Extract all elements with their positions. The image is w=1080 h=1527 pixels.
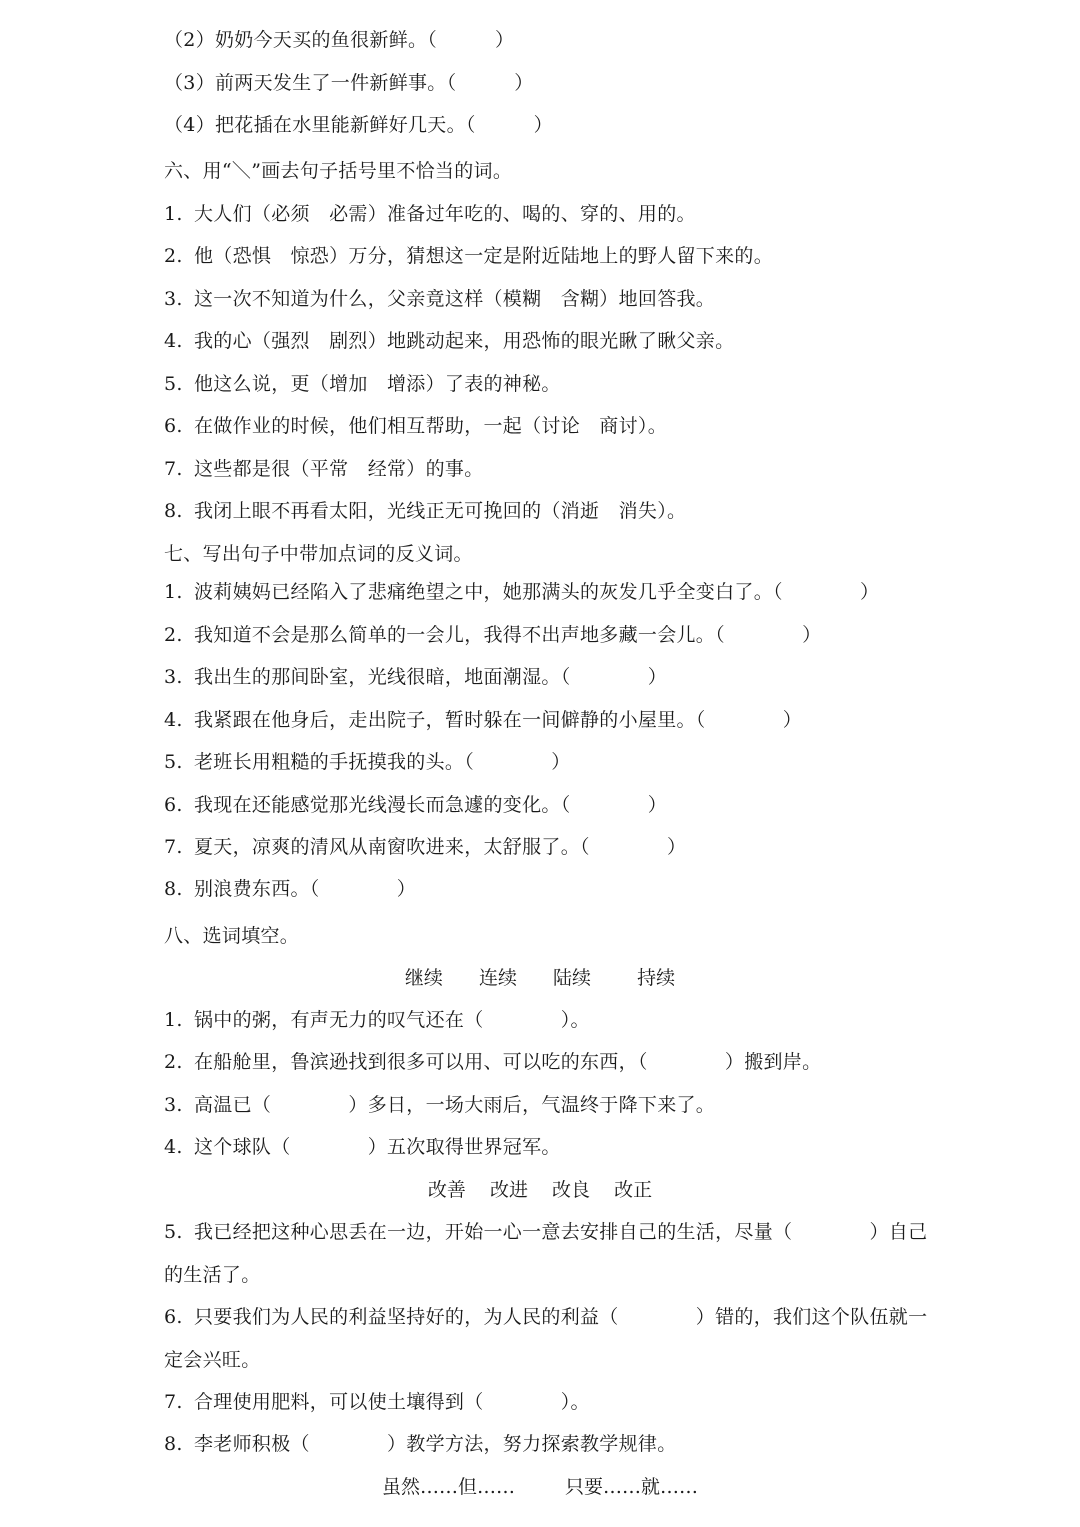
part7-item-7 <box>164 835 686 859</box>
section-heading-8: 八、选词填空。 <box>164 925 300 947</box>
item-text: 奶奶今天买的鱼很新鲜。（ ） <box>215 29 515 51</box>
item-number: 3. <box>164 288 183 310</box>
item-number: 8. <box>164 500 183 522</box>
item-text: 大人们（必须 必需）准备过年吃的、喝的、穿的、用的。 <box>194 203 696 225</box>
item-number: 6. <box>164 794 183 816</box>
part8-item-4 <box>164 1135 561 1159</box>
item-number: 2. <box>164 1051 183 1073</box>
item-text: 前两天发生了一件新鲜事。（ ） <box>215 72 534 94</box>
part7-item-4 <box>164 708 802 732</box>
item-text: 我出生的那间卧室，光线很暗，地面潮湿。（ ） <box>194 666 668 688</box>
part8-item-5-cont: 的生活了。 <box>164 1264 261 1286</box>
part7-item-6 <box>164 793 667 817</box>
word-bank-word: 连续 <box>478 967 517 989</box>
item-text: 我现在还能感觉那光线漫长而急遽的变化。（ ） <box>194 794 668 816</box>
item-number: 7. <box>164 1391 183 1413</box>
item-number: 8. <box>164 1433 183 1455</box>
word-bank-phrase: 虽然……但…… <box>381 1476 515 1498</box>
part7-item-5 <box>164 750 571 774</box>
part6-item-4 <box>164 329 734 353</box>
part7-item-3 <box>164 665 667 689</box>
item-number: 8. <box>164 878 183 900</box>
part8-item-3 <box>164 1093 715 1117</box>
item-text: 我闭上眼不再看太阳，光线正无可挽回的（消逝 消失）。 <box>194 500 687 522</box>
item-number: 5. <box>164 373 183 395</box>
item-number: 4. <box>164 1136 183 1158</box>
item-number: 4. <box>164 709 183 731</box>
word-bank-word: 持续 <box>637 967 676 989</box>
part6-item-7 <box>164 457 484 481</box>
part6-item-3 <box>164 287 715 311</box>
item-text: 这一次不知道为什么，父亲竟这样（模糊 含糊）地回答我。 <box>194 288 716 310</box>
item-text: 这个球队（ ）五次取得世界冠军。 <box>194 1136 561 1158</box>
item-number: 6. <box>164 1306 183 1328</box>
part5-item-4 <box>164 113 553 137</box>
item-text: 别浪费东西。（ ） <box>194 878 417 900</box>
part6-item-5 <box>164 372 561 396</box>
item-number: 5. <box>164 751 183 773</box>
item-text: 我知道不会是那么简单的一会儿，我得不出声地多藏一会儿。（ ） <box>194 624 822 646</box>
word-bank-2 <box>0 1178 1080 1202</box>
part8-item-2 <box>164 1050 821 1074</box>
item-number: 4. <box>164 330 183 352</box>
part6-item-6 <box>164 414 667 438</box>
item-text: 波莉姨妈已经陷入了悲痛绝望之中，她那满头的灰发几乎全变白了。（ ） <box>194 581 880 603</box>
word-bank-word: 改正 <box>614 1179 653 1201</box>
item-number: 2. <box>164 245 183 267</box>
item-text: 李老师积极（ ）教学方法，努力探索教学规律。 <box>194 1433 677 1455</box>
item-text: 夏天，凉爽的清风从南窗吹进来，太舒服了。（ ） <box>194 836 687 858</box>
item-text: 锅中的粥，有声无力的叹气还在（ ）。 <box>194 1009 590 1031</box>
part8-item-8 <box>164 1432 677 1456</box>
item-text: 我的心（强烈 剧烈）地跳动起来，用恐怖的眼光瞅了瞅父亲。 <box>194 330 735 352</box>
item-text: 把花插在水里能新鲜好几天。（ ） <box>215 114 553 136</box>
part5-item-2 <box>164 28 514 52</box>
part6-item-2 <box>164 244 773 268</box>
item-number: 5. <box>164 1221 183 1243</box>
item-number: 1. <box>164 203 183 225</box>
item-number: （4） <box>164 114 215 136</box>
item-text: 高温已（ ）多日，一场大雨后，气温终于降下来了。 <box>194 1094 716 1116</box>
word-bank-word: 陆续 <box>553 967 592 989</box>
part6-item-1 <box>164 202 696 226</box>
part5-item-3 <box>164 71 534 95</box>
part8-item-5 <box>164 1220 927 1244</box>
item-text: 在船舱里，鲁滨逊找到很多可以用、可以吃的东西，（ ）搬到岸。 <box>194 1051 822 1073</box>
item-text: 他这么说，更（增加 增添）了表的神秘。 <box>194 373 561 395</box>
item-number: 3. <box>164 1094 183 1116</box>
item-text: 只要我们为人民的利益坚持好的，为人民的利益（ ）错的，我们这个队伍就一 <box>194 1306 928 1328</box>
item-number: 2. <box>164 624 183 646</box>
word-bank-word: 改良 <box>552 1179 591 1201</box>
item-text: 他（恐惧 惊恐）万分，猜想这一定是附近陆地上的野人留下来的。 <box>194 245 774 267</box>
item-text: 合理使用肥料，可以使土壤得到（ ）。 <box>194 1391 590 1413</box>
part8-item-6 <box>164 1305 927 1329</box>
section-heading-7: 七、写出句子中带加点词的反义词。 <box>164 543 473 565</box>
item-number: （2） <box>164 29 215 51</box>
word-bank-word: 改进 <box>489 1179 528 1201</box>
part8-item-6-cont: 定会兴旺。 <box>164 1349 261 1371</box>
part7-item-8 <box>164 877 416 901</box>
section-heading-6: 六、用“＼”画去句子括号里不恰当的词。 <box>164 160 513 182</box>
item-number: （3） <box>164 72 215 94</box>
item-number: 1. <box>164 581 183 603</box>
item-text: 我已经把这种心思丢在一边，开始一心一意去安排自己的生活，尽量（ ）自己 <box>194 1221 928 1243</box>
part8-item-7 <box>164 1390 590 1414</box>
item-number: 7. <box>164 458 183 480</box>
item-number: 6. <box>164 415 183 437</box>
word-bank-word: 改善 <box>427 1179 466 1201</box>
word-bank-phrase: 只要……就…… <box>565 1476 699 1498</box>
part8-item-1 <box>164 1008 590 1032</box>
part6-item-8 <box>164 499 686 523</box>
item-number: 7. <box>164 836 183 858</box>
item-text: 在做作业的时候，他们相互帮助，一起（讨论 商讨）。 <box>194 415 668 437</box>
part7-item-1 <box>164 580 879 604</box>
item-number: 3. <box>164 666 183 688</box>
word-bank-1 <box>0 966 1080 990</box>
item-number: 1. <box>164 1009 183 1031</box>
item-text: 这些都是很（平常 经常）的事。 <box>194 458 484 480</box>
word-bank-3 <box>0 1475 1080 1499</box>
item-text: 我紧跟在他身后，走出院子，暂时躲在一间僻静的小屋里。（ ） <box>194 709 803 731</box>
part7-item-2 <box>164 623 821 647</box>
word-bank-word: 继续 <box>404 967 443 989</box>
item-text: 老班长用粗糙的手抚摸我的头。（ ） <box>194 751 571 773</box>
